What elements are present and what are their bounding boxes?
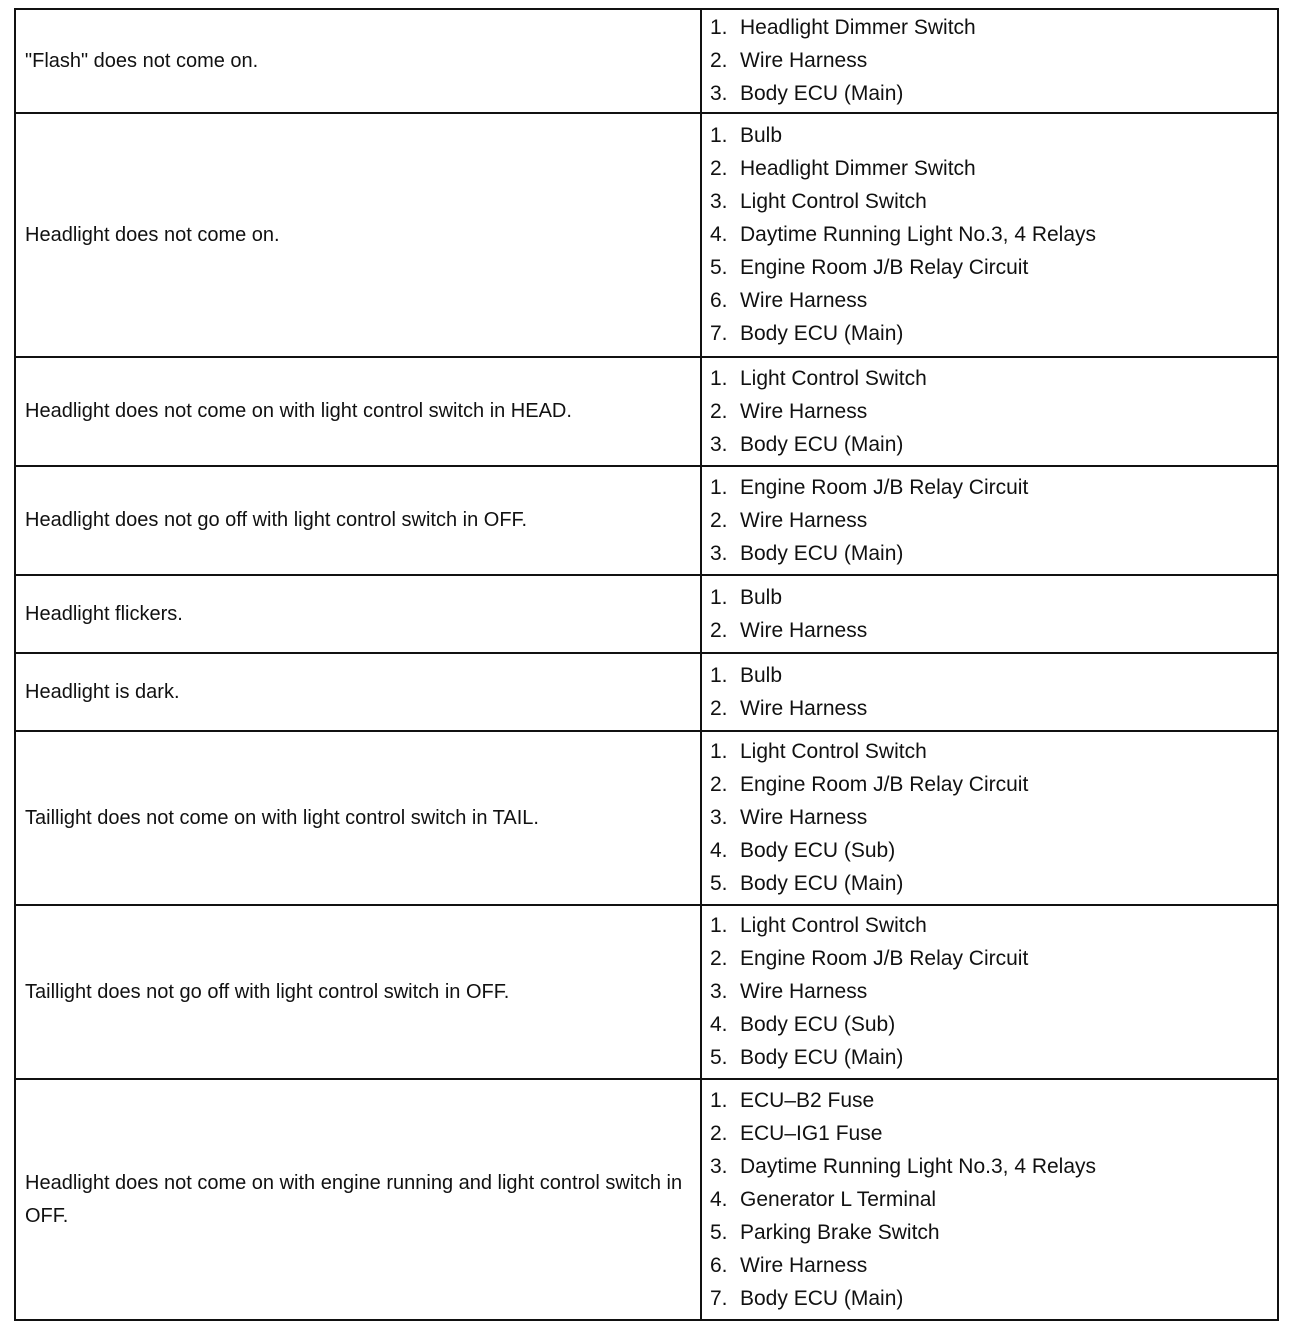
item-text: Body ECU (Main) <box>740 432 904 456</box>
list-item <box>710 284 1277 317</box>
item-text: Generator L Terminal <box>740 1187 937 1211</box>
item-number: 3. <box>710 190 728 213</box>
list-item <box>710 119 1277 152</box>
item-text: Body ECU (Sub) <box>740 1013 896 1036</box>
item-text: Body ECU (Main) <box>740 541 904 565</box>
symptom-cell: Headlight does not come on with engine running and light control switch in OFF. <box>15 1079 701 1320</box>
item-text: Bulb <box>740 124 783 147</box>
symptom-cell: Taillight does not go off with light control switch in OFF. <box>15 905 701 1079</box>
item-number: 1. <box>710 914 728 937</box>
suspect-area-cell <box>701 1079 1278 1320</box>
list-item <box>710 471 1277 504</box>
item-text: Headlight Dimmer Switch <box>740 157 976 180</box>
list-item <box>710 537 1277 570</box>
item-number: 3. <box>710 980 728 1003</box>
item-number: 3. <box>710 82 728 105</box>
item-text: Bulb <box>740 663 783 687</box>
item-number: 3. <box>710 432 728 456</box>
item-text: Wire Harness <box>740 399 868 423</box>
suspect-area-list <box>710 581 1277 647</box>
item-text: ECU–B2 Fuse <box>740 1088 875 1112</box>
list-item <box>710 1183 1277 1216</box>
list-item <box>710 1041 1277 1074</box>
symptom-cell: Headlight does not come on with light control switch in HEAD. <box>15 357 701 466</box>
item-text: Body ECU (Main) <box>740 1286 904 1310</box>
symptom-cell: Taillight does not come on with light control switch in TAIL. <box>15 731 701 905</box>
list-item <box>710 185 1277 218</box>
troubleshooting-table <box>14 8 1279 1321</box>
item-text: Headlight Dimmer Switch <box>740 16 976 39</box>
list-item <box>710 362 1277 395</box>
list-item <box>710 659 1277 692</box>
list-item <box>710 768 1277 801</box>
item-number: 2. <box>710 1121 728 1145</box>
list-item <box>710 867 1277 900</box>
list-item <box>710 1249 1277 1282</box>
item-number: 4. <box>710 839 728 862</box>
item-number: 1. <box>710 366 728 390</box>
table-row <box>15 905 1278 1079</box>
suspect-area-cell <box>701 575 1278 653</box>
item-text: Body ECU (Main) <box>740 322 904 345</box>
symptom-cell: "Flash" does not come on. <box>15 9 701 113</box>
item-number: 1. <box>710 1088 728 1112</box>
item-text: Light Control Switch <box>740 740 927 763</box>
table-row <box>15 113 1278 357</box>
list-item <box>710 692 1277 725</box>
suspect-area-cell <box>701 9 1278 113</box>
item-number: 5. <box>710 256 728 279</box>
item-number: 6. <box>710 289 728 312</box>
suspect-area-list <box>710 1084 1277 1315</box>
list-item <box>710 581 1277 614</box>
item-text: Wire Harness <box>740 806 868 829</box>
item-number: 6. <box>710 1253 728 1277</box>
list-item <box>710 251 1277 284</box>
table-row <box>15 731 1278 905</box>
suspect-area-cell <box>701 113 1278 357</box>
suspect-area-cell <box>701 466 1278 575</box>
list-item <box>710 1216 1277 1249</box>
item-text: Wire Harness <box>740 289 868 312</box>
list-item <box>710 395 1277 428</box>
list-item <box>710 1084 1277 1117</box>
item-number: 1. <box>710 585 728 609</box>
item-text: Light Control Switch <box>740 914 927 937</box>
table-body <box>15 9 1278 1320</box>
list-item <box>710 11 1277 44</box>
list-item <box>710 428 1277 461</box>
item-number: 1. <box>710 124 728 147</box>
item-text: Engine Room J/B Relay Circuit <box>740 947 1029 970</box>
suspect-area-list <box>710 471 1277 570</box>
list-item <box>710 44 1277 77</box>
list-item <box>710 152 1277 185</box>
item-text: Wire Harness <box>740 696 868 720</box>
item-number: 5. <box>710 872 728 895</box>
item-text: Wire Harness <box>740 980 868 1003</box>
list-item <box>710 504 1277 537</box>
table-row <box>15 653 1278 731</box>
table-row <box>15 575 1278 653</box>
item-number: 1. <box>710 663 728 687</box>
item-text: Wire Harness <box>740 508 868 532</box>
item-number: 3. <box>710 806 728 829</box>
table-row <box>15 9 1278 113</box>
item-number: 2. <box>710 696 728 720</box>
item-text: Daytime Running Light No.3, 4 Relays <box>740 1154 1097 1178</box>
list-item <box>710 1117 1277 1150</box>
suspect-area-list <box>710 735 1277 900</box>
suspect-area-cell <box>701 731 1278 905</box>
troubleshooting-sheet <box>14 8 1279 1321</box>
item-text: Body ECU (Main) <box>740 872 904 895</box>
list-item <box>710 1282 1277 1315</box>
item-text: Light Control Switch <box>740 366 927 390</box>
item-number: 1. <box>710 16 728 39</box>
list-item <box>710 735 1277 768</box>
item-number: 1. <box>710 740 728 763</box>
item-text: Body ECU (Main) <box>740 1046 904 1069</box>
list-item <box>710 1008 1277 1041</box>
list-item <box>710 801 1277 834</box>
item-text: Parking Brake Switch <box>740 1220 940 1244</box>
item-number: 4. <box>710 223 728 246</box>
item-text: Engine Room J/B Relay Circuit <box>740 256 1029 279</box>
item-number: 4. <box>710 1013 728 1036</box>
item-number: 7. <box>710 322 728 345</box>
item-text: ECU–IG1 Fuse <box>740 1121 883 1145</box>
item-number: 3. <box>710 541 728 565</box>
list-item <box>710 614 1277 647</box>
item-text: Wire Harness <box>740 1253 868 1277</box>
list-item <box>710 909 1277 942</box>
item-text: Bulb <box>740 585 783 609</box>
list-item <box>710 942 1277 975</box>
symptom-cell: Headlight does not come on. <box>15 113 701 357</box>
item-number: 2. <box>710 773 728 796</box>
list-item <box>710 218 1277 251</box>
list-item <box>710 1150 1277 1183</box>
item-number: 3. <box>710 1154 728 1178</box>
item-text: Wire Harness <box>740 49 868 72</box>
list-item <box>710 317 1277 350</box>
suspect-area-list <box>710 659 1277 725</box>
list-item <box>710 834 1277 867</box>
item-text: Light Control Switch <box>740 190 927 213</box>
suspect-area-list <box>710 909 1277 1074</box>
list-item <box>710 77 1277 110</box>
item-number: 2. <box>710 399 728 423</box>
item-text: Body ECU (Main) <box>740 82 904 105</box>
suspect-area-list <box>710 362 1277 461</box>
item-number: 4. <box>710 1187 728 1211</box>
suspect-area-cell <box>701 653 1278 731</box>
suspect-area-list <box>710 119 1277 350</box>
table-row <box>15 466 1278 575</box>
item-number: 2. <box>710 508 728 532</box>
item-number: 5. <box>710 1220 728 1244</box>
item-text: Daytime Running Light No.3, 4 Relays <box>740 223 1097 246</box>
item-number: 2. <box>710 157 728 180</box>
item-number: 2. <box>710 49 728 72</box>
symptom-cell: Headlight flickers. <box>15 575 701 653</box>
item-number: 2. <box>710 618 728 642</box>
list-item <box>710 975 1277 1008</box>
item-number: 7. <box>710 1286 728 1310</box>
item-text: Body ECU (Sub) <box>740 839 896 862</box>
table-row <box>15 357 1278 466</box>
suspect-area-cell <box>701 905 1278 1079</box>
item-number: 1. <box>710 475 728 499</box>
suspect-area-list <box>710 11 1277 110</box>
item-text: Wire Harness <box>740 618 868 642</box>
item-number: 2. <box>710 947 728 970</box>
item-text: Engine Room J/B Relay Circuit <box>740 773 1029 796</box>
symptom-cell: Headlight does not go off with light control switch in OFF. <box>15 466 701 575</box>
item-text: Engine Room J/B Relay Circuit <box>740 475 1029 499</box>
suspect-area-cell <box>701 357 1278 466</box>
symptom-cell: Headlight is dark. <box>15 653 701 731</box>
table-row <box>15 1079 1278 1320</box>
item-number: 5. <box>710 1046 728 1069</box>
